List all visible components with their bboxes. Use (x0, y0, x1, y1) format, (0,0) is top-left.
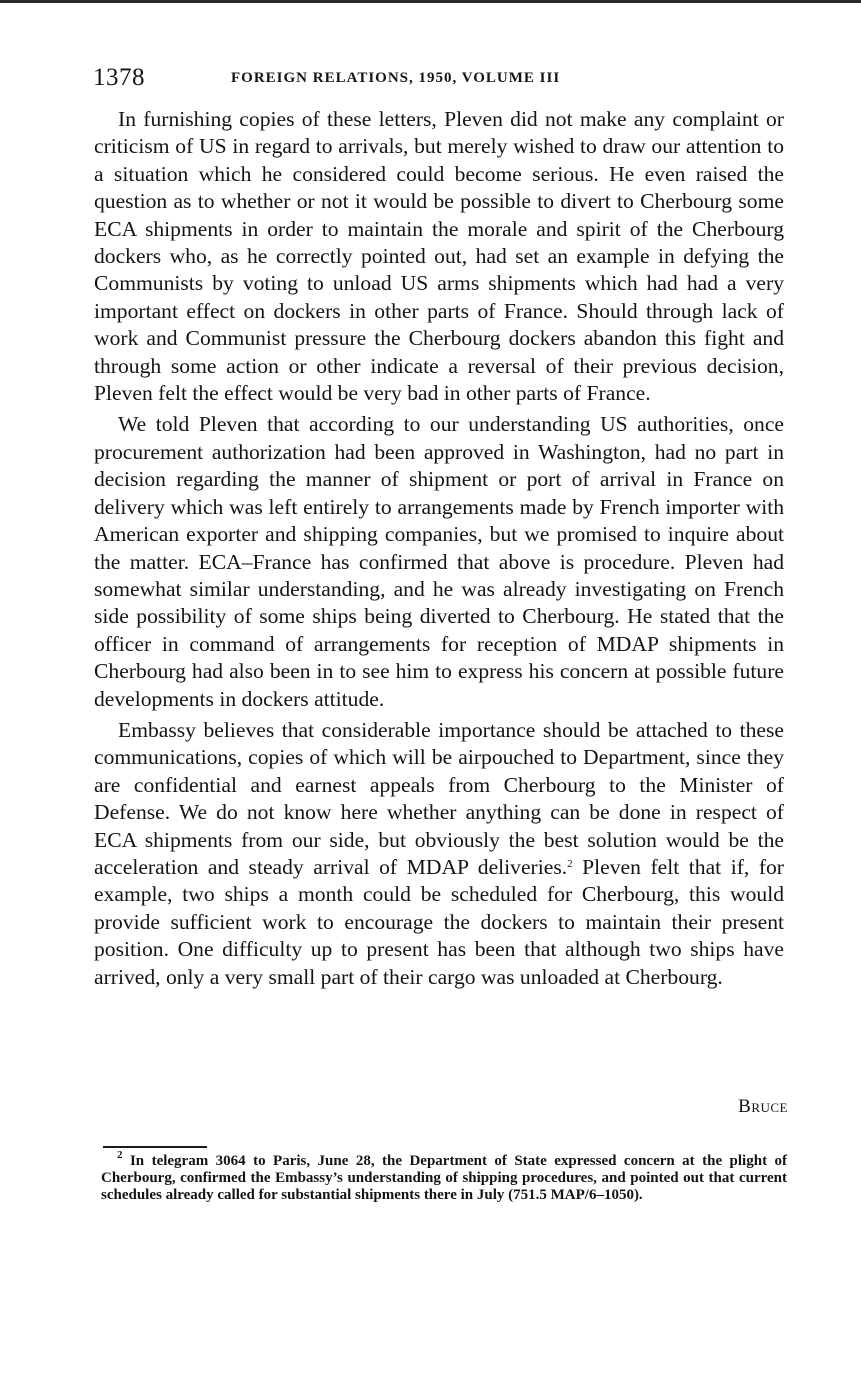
paragraph-2: We told Pleven that according to our understanding US authorities, once procurement authorization had been approved in Washington, had no part in decision regarding the manner of shipment or port of arrival in France on delivery which was left entirely to arrangements made by French importer with American exporter and shipping companies, but we promised to inquire about the matter. ECA–France has confirmed that above is procedure. Pleven had somewhat similar understanding, and he was already investigating on French side possibility of some ships being diverted to Cherbourg. He stated that the officer in command of arrangements for reception of MDAP shipments in Cherbourg had also been in to see him to express his concern at possible future developments in dockers attitude. (94, 412, 784, 711)
footnote-reference: 2 (567, 857, 573, 870)
running-title: FOREIGN RELATIONS, 1950, VOLUME III (231, 70, 561, 86)
footnote-marker: 2 (117, 1149, 123, 1161)
paragraph-3-text: Embassy believes that considerable importance should be attached to these communications, copies of which will be airpouched to Department, since they are confidential and earnest appeals from Cherbourg to the Minister of Defense. We do not know here whether anything can be done in respect of ECA shipments from our side, but obviously the best solution would be the acceleration and steady arrival of MDAP deliveries. (94, 717, 784, 879)
footnote (101, 1149, 788, 1204)
footnote-text: In telegram 3064 to Paris, June 28, the Department of State expressed concern at the plight of Cherbourg, confirmed the Embassy’s understanding of shipping procedures, and pointed out that current schedules already called for substantial shipments there in July (751.5 MAP/6–1050). (101, 1153, 788, 1203)
running-head (93, 64, 788, 94)
footnote-divider (103, 1146, 207, 1148)
page-number: 1378 (93, 64, 145, 91)
signature: Bruce (738, 1096, 788, 1117)
body-text (94, 106, 784, 995)
paragraph-3-continuation: Pleven felt that if, for example, two ships a month could be scheduled for Cherbourg, this would provide sufficient work to encourage the dockers to maintain their present position. One difficulty up to present has been that although two ships have arrived, only a very small part of their cargo was unloaded at Cherbourg. (94, 854, 784, 989)
paragraph-3 (94, 717, 784, 991)
paragraph-1: In furnishing copies of these letters, Pleven did not make any complaint or criticism of US in regard to arrivals, but merely wished to draw our attention to a situation which he considered could become serious. He even raised the question as to whether or not it would be possible to divert to Cherbourg some ECA shipments in order to maintain the morale and spirit of the Cherbourg dockers who, as he correctly pointed out, had set an example in defying the Communists by voting to unload US arms shipments which had had a very important effect on dockers in other parts of France. Should through lack of work and Communist pressure the Cherbourg dockers abandon this fight and through some action or other indicate a reversal of their previous decision, Pleven felt the effect would be very bad in other parts of France. (94, 107, 784, 406)
